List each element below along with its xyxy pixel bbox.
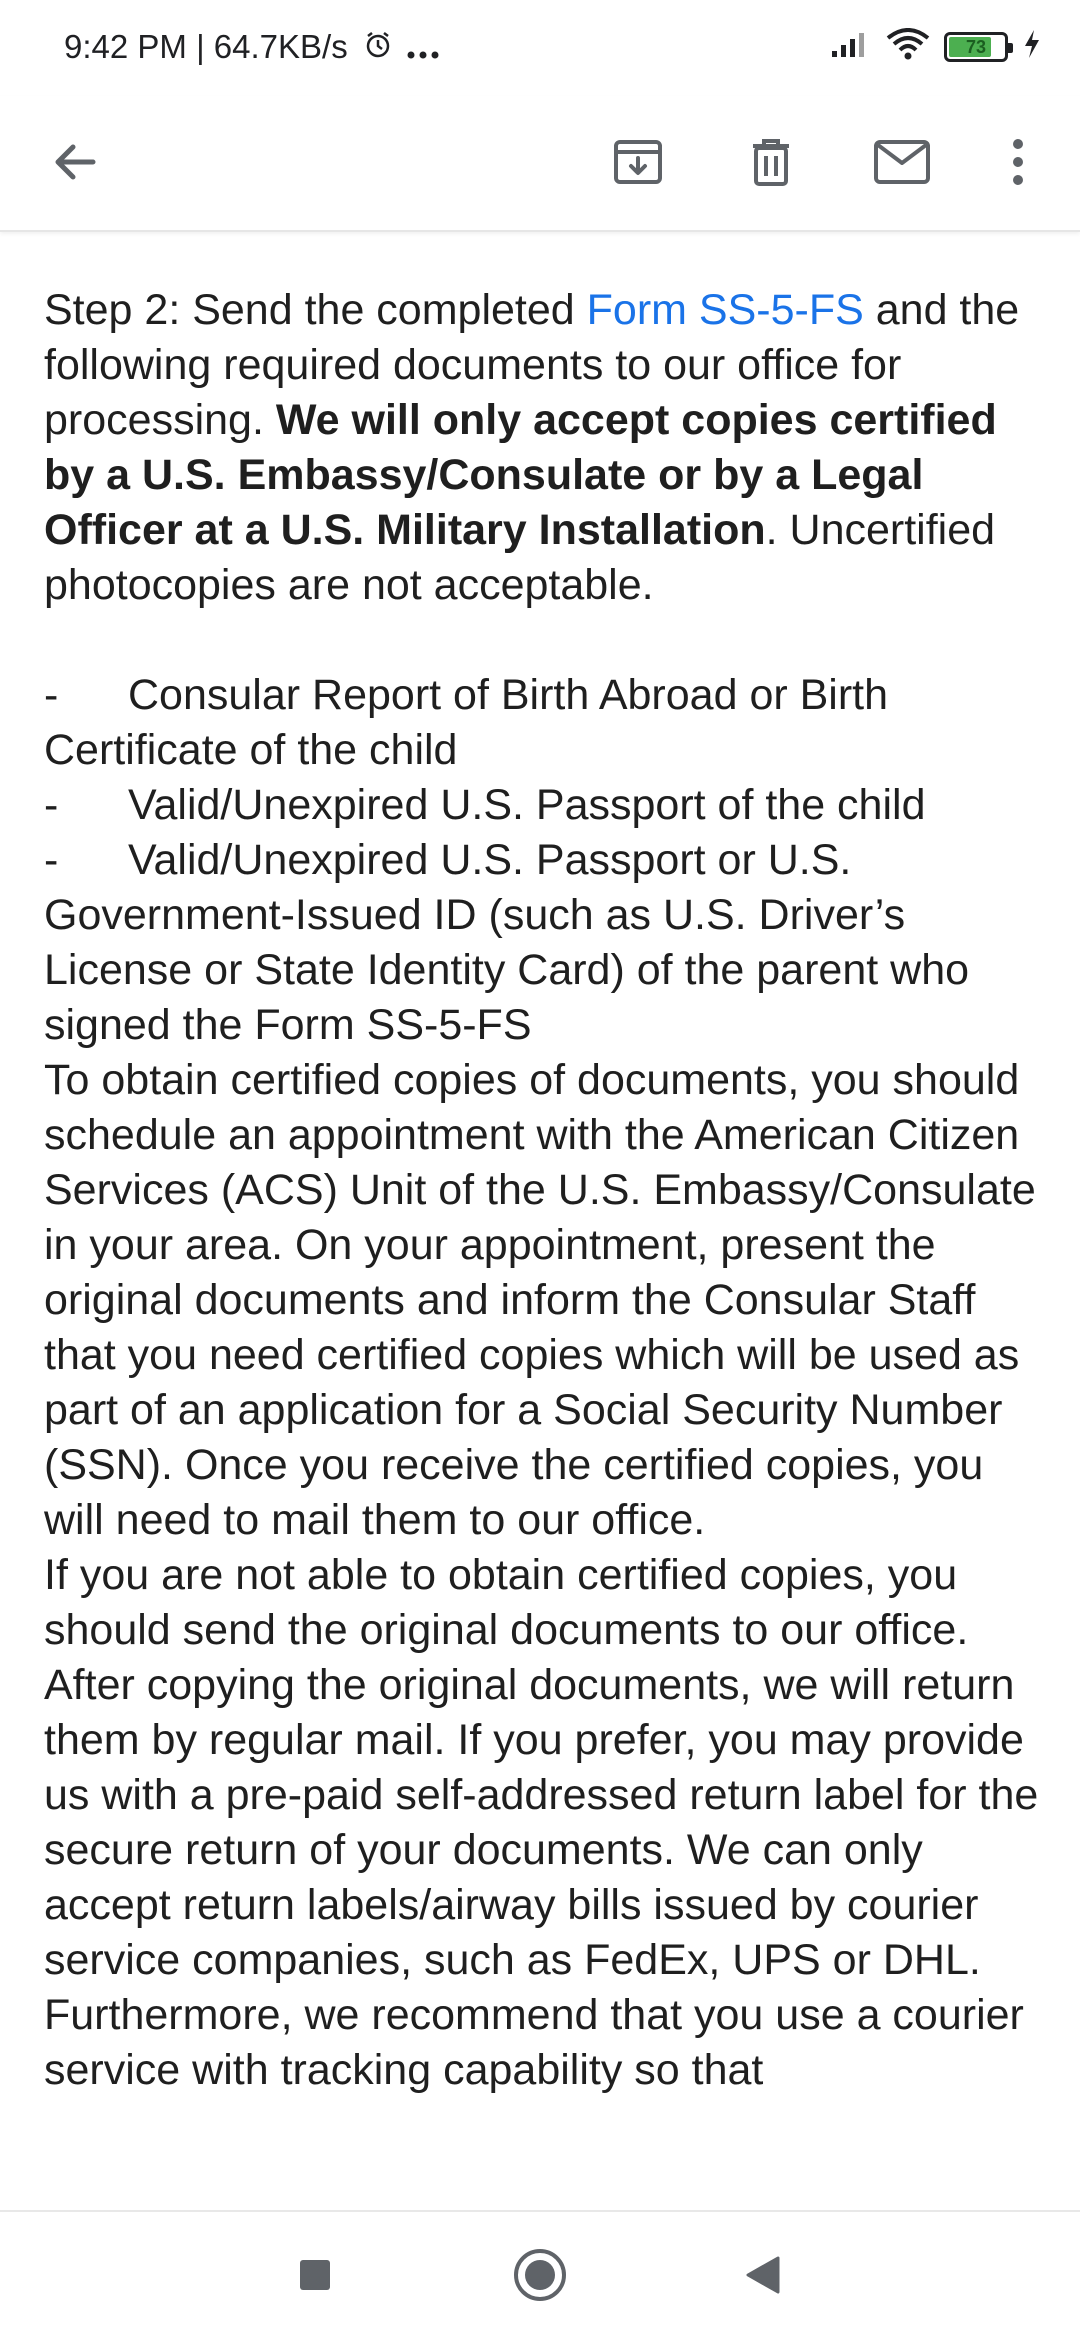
archive-icon xyxy=(612,136,664,193)
more-dots-icon xyxy=(406,30,440,68)
step-paragraph xyxy=(44,283,1044,613)
status-icons xyxy=(830,28,1042,65)
status-time-speed xyxy=(64,28,440,68)
bullet-text: Consular Report of Birth Abroad or Birth Certificate of the child xyxy=(44,671,889,774)
back-button[interactable] xyxy=(34,124,114,204)
back-triangle-icon xyxy=(742,2254,782,2301)
battery-icon xyxy=(944,32,1008,62)
system-nav-bar xyxy=(0,2210,1080,2342)
list-item xyxy=(44,833,1044,1053)
bold-requirement-text: We will only accept copies certified by a U.S. Embassy/Consulate or by a Legal Officer at a U.S. Military Installation xyxy=(44,396,997,554)
original-documents-paragraph: If you are not able to obtain certified copies, you should send the original documents to our office. After copying the original documents, we will return them by regular mail. If you prefer, you may provide us with a pre-paid self-addressed return label for the secure return of your documents. We can only accept return labels/airway bills issued by courier service companies, such as FedEx, UPS or DHL. Furthermore, we recommend that you use a courier service with tracking capability so that xyxy=(44,1551,1039,2094)
email-body xyxy=(44,283,1044,2098)
more-vert-icon xyxy=(1011,137,1025,192)
mark-unread-mail-icon xyxy=(873,139,931,190)
alarm-icon xyxy=(363,30,393,68)
bullet-dash: - xyxy=(44,781,59,829)
home-button[interactable] xyxy=(500,2242,580,2312)
back-arrow-icon xyxy=(49,137,99,192)
bullet-text: Valid/Unexpired U.S. Passport of the child xyxy=(128,781,926,829)
uncertified-note-text: Uncertified photocopies are not acceptable. xyxy=(44,506,996,609)
home-circle-icon xyxy=(512,2247,568,2308)
status-time-text: 9:42 PM | 64.7KB/s xyxy=(64,28,348,65)
bullet-dash: - xyxy=(44,671,59,719)
status-bar xyxy=(0,0,1080,96)
step-prefix-text: Step 2: Send the completed xyxy=(44,286,587,334)
recents-button[interactable] xyxy=(275,2242,355,2312)
signal-icon xyxy=(830,29,872,64)
more-options-button[interactable] xyxy=(978,124,1058,204)
bullet-dash: - xyxy=(44,836,59,884)
list-item xyxy=(44,778,1044,833)
form-ss5fs-link[interactable]: Form SS-5-FS xyxy=(586,286,864,334)
email-toolbar xyxy=(0,96,1080,232)
charging-icon xyxy=(1022,28,1042,65)
battery-level: 73 xyxy=(965,36,987,57)
archive-button[interactable] xyxy=(598,124,678,204)
delete-button[interactable] xyxy=(731,124,811,204)
delete-icon xyxy=(747,136,795,193)
mark-unread-button[interactable] xyxy=(862,124,942,204)
paragraph-spacer xyxy=(44,613,1044,668)
step-mid-text: and the following required documents to our office for processing. xyxy=(44,286,1020,444)
wifi-icon xyxy=(886,28,930,65)
list-item xyxy=(44,668,1044,778)
period-text: . xyxy=(765,506,778,554)
bullet-text: Valid/Unexpired U.S. Passport or U.S. Government-Issued ID (such as U.S. Driver’s License or State Identity Card) of the parent who signed the Form SS-5-FS xyxy=(44,836,970,1049)
recents-square-icon xyxy=(298,2258,332,2297)
certified-copies-paragraph: To obtain certified copies of documents, you should schedule an appointment with the American Citizen Services (ACS) Unit of the U.S. Embassy/Consulate in your area. On your appointment, present the original documents and inform the Consular Staff that you need certified copies which will be used as part of an application for a Social Security Number (SSN). Once you receive the certified copies, you will need to mail them to our office. xyxy=(44,1056,1036,1544)
nav-back-button[interactable] xyxy=(722,2242,802,2312)
